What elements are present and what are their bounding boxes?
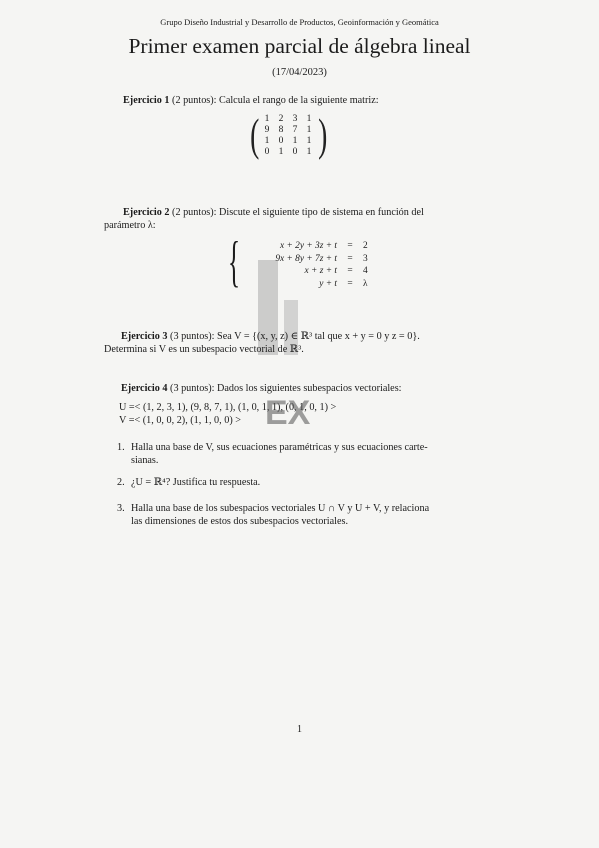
left-brace: { — [228, 231, 241, 293]
matrix-table — [260, 114, 316, 158]
exam-date: (17/04/2023) — [272, 67, 327, 78]
exercise-2-statement — [123, 207, 424, 218]
equation-row — [241, 240, 377, 253]
list-item — [117, 477, 260, 488]
matrix-cell: 1 — [306, 125, 312, 135]
list-item-continuation: sianas. — [131, 455, 159, 466]
page-number: 1 — [297, 724, 302, 735]
equation-lhs: x + 2y + 3z + t — [280, 241, 337, 251]
equation-rhs: 4 — [363, 266, 368, 276]
list-item-continuation: las dimensiones de estos dos subespacios vectoriales. — [131, 516, 349, 527]
subspace-u: U =< (1, 2, 3, 1), (9, 8, 7, 1), (1, 0, 1, 1), (0, 1, 0, 1) > — [119, 402, 337, 413]
list-item-text: Halla una base de V, sus ecuaciones paramétricas y sus ecuaciones carte- — [131, 442, 428, 453]
list-item-number: 2. — [117, 477, 125, 488]
exercise-3-text-line2: Determina si V es un subespacio vectorial de ℝ³. — [104, 344, 304, 355]
exercise-2-points: (2 puntos): — [172, 207, 217, 218]
matrix-cell: 1 — [278, 147, 284, 157]
exercise-1-points: (2 puntos): — [172, 95, 217, 106]
exercise-1-statement — [123, 95, 379, 106]
equation-rhs: 3 — [363, 253, 368, 264]
matrix-cell: 8 — [278, 125, 284, 135]
matrix-cell: 1 — [306, 136, 312, 146]
page-title: Primer examen parcial de álgebra lineal — [128, 34, 471, 58]
exercise-3-label: Ejercicio 3 — [121, 331, 168, 342]
exercise-2-text: Discute el siguiente tipo de sistema en función del — [219, 207, 424, 218]
matrix-row — [260, 147, 316, 158]
matrix-cell: 3 — [292, 114, 298, 124]
exercise-4-statement — [121, 383, 402, 394]
exercise-4-points: (3 puntos): — [170, 383, 215, 394]
exercise-2-label: Ejercicio 2 — [123, 207, 170, 218]
exercise-1-text: Calcula el rango de la siguiente matriz: — [219, 95, 379, 106]
exercise-3-points: (3 puntos): — [170, 331, 215, 342]
matrix-cell: 0 — [264, 147, 270, 157]
subspace-v: V =< (1, 0, 0, 2), (1, 1, 0, 0) > — [119, 415, 242, 426]
exercise-1-label: Ejercicio 1 — [123, 95, 170, 106]
rank-matrix — [250, 109, 328, 160]
equation-lhs: 9x + 8y + 7z + t — [275, 253, 337, 264]
equation-sign: = — [347, 253, 353, 264]
equation-sign: = — [347, 278, 353, 289]
group-header: Grupo Diseño Industrial y Desarrollo de Productos, Geoinformación y Geomática — [160, 17, 439, 27]
list-item-text: ¿U = ℝ⁴? Justifica tu respuesta. — [131, 477, 261, 488]
matrix-cell: 1 — [306, 147, 312, 157]
equation-lhs: y + t — [319, 278, 337, 289]
exercise-4-text: Dados los siguientes subespacios vectoriales: — [217, 383, 402, 394]
matrix-cell: 2 — [278, 114, 284, 124]
matrix-cell: 0 — [278, 136, 284, 146]
exercise-3-text: Sea V = {(x, y, z) ∈ ℝ³ tal que x + y = 0 y z = 0}. — [217, 331, 420, 342]
matrix-row — [260, 114, 316, 125]
list-item-number: 1. — [117, 442, 125, 453]
equation-rhs: λ — [363, 278, 368, 289]
equation-lhs: x + z + t — [304, 266, 337, 276]
matrix-cell: 1 — [264, 136, 270, 146]
equation-sign: = — [347, 241, 353, 251]
list-item-text: Halla una base de los subespacios vectoriales U ∩ V y U + V, y relaciona — [131, 503, 430, 514]
matrix-row — [260, 125, 316, 136]
equation-rhs: 2 — [363, 241, 368, 251]
matrix-cell: 1 — [264, 114, 270, 124]
exercise-2-text-line2: parámetro λ: — [104, 220, 156, 231]
list-item — [117, 442, 428, 453]
exercise-3-statement — [121, 331, 420, 342]
exercise-4-label: Ejercicio 4 — [121, 383, 168, 394]
equation-sign: = — [347, 266, 353, 276]
list-item — [117, 503, 429, 514]
watermark-logo: EX — [265, 394, 311, 432]
right-paren: ) — [318, 109, 328, 160]
equation-system — [228, 231, 377, 293]
matrix-cell: 9 — [264, 125, 270, 135]
matrix-cell: 1 — [306, 114, 312, 124]
matrix-cell: 1 — [292, 136, 298, 146]
list-item-number: 3. — [117, 503, 125, 514]
matrix-cell: 0 — [292, 147, 298, 157]
matrix-cell: 7 — [292, 125, 298, 135]
matrix-row — [260, 136, 316, 147]
left-paren: ( — [250, 109, 260, 160]
